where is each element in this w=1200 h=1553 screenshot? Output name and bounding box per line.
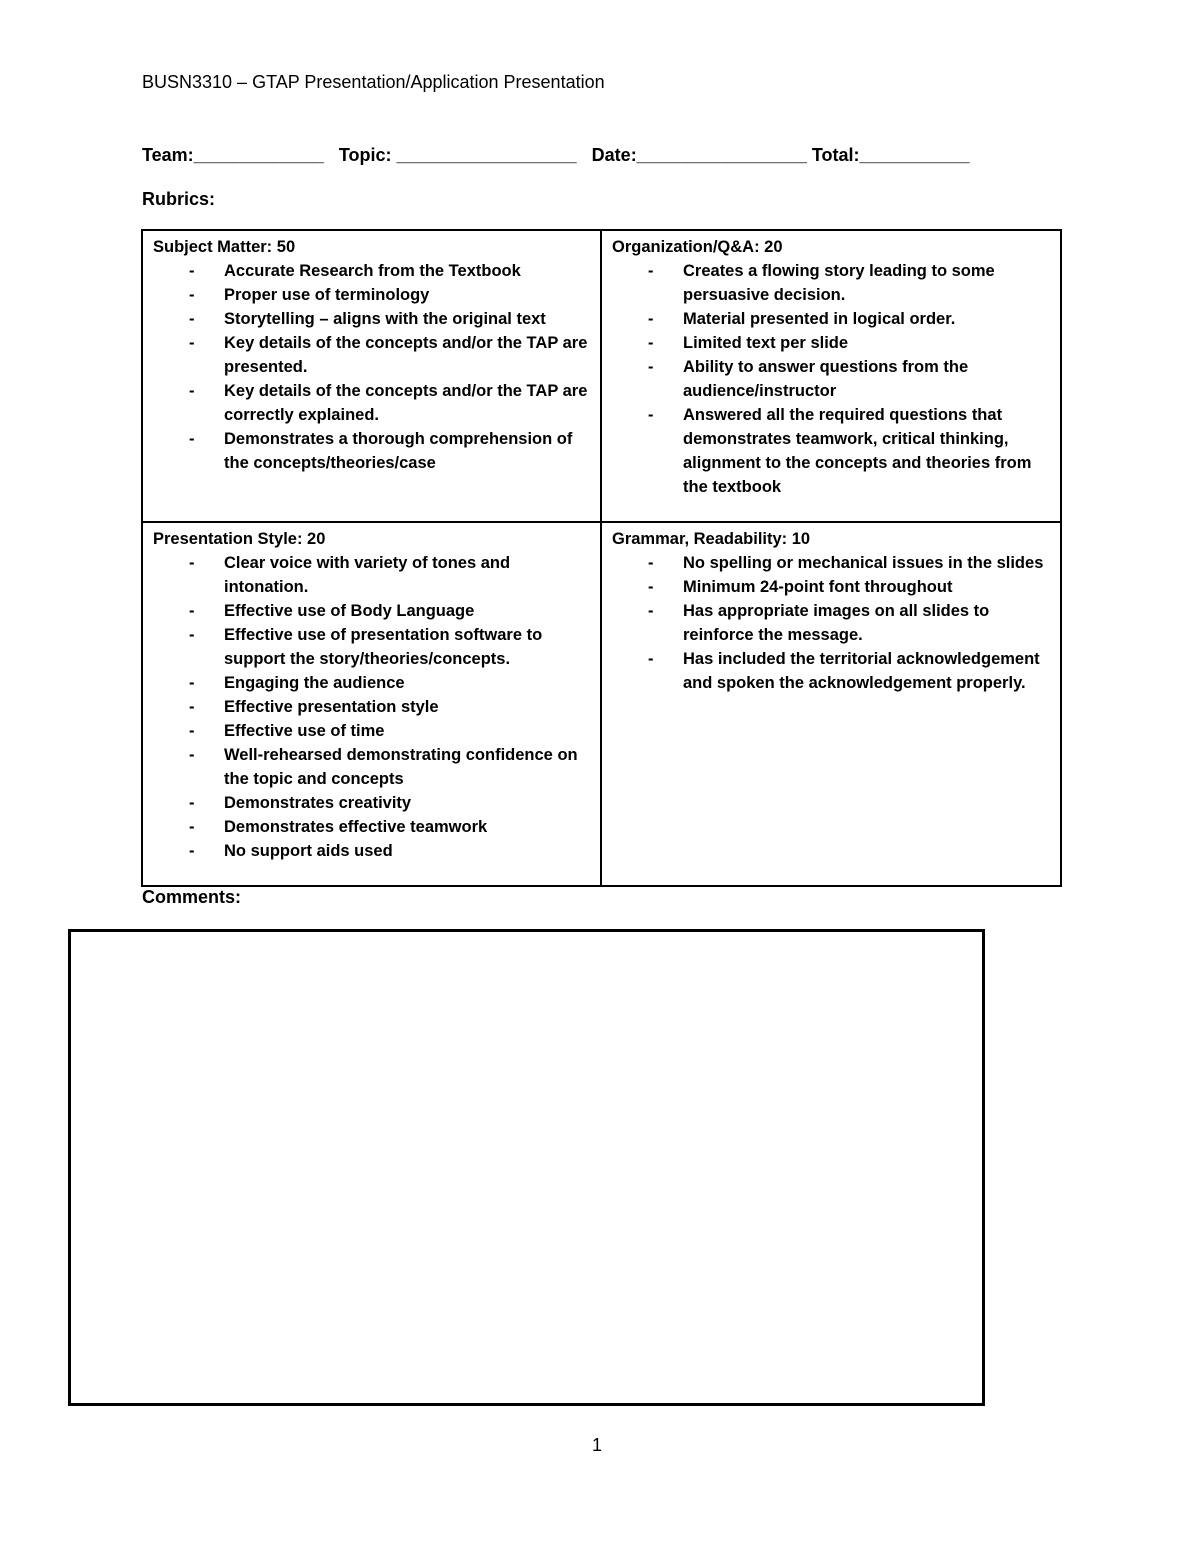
dash-bullet: - [648,334,654,352]
criteria-item [153,259,594,283]
criteria-item [153,719,594,743]
dash-bullet: - [189,262,195,280]
criteria-item [612,403,1054,499]
criteria-text: Accurate Research from the Textbook [224,262,521,280]
criteria-item [612,599,1054,647]
subject-matter-cell [142,230,601,522]
criteria-text: Effective use of time [224,722,385,740]
criteria-item [612,355,1054,403]
rubrics-label: Rubrics: [142,189,216,209]
document-title: BUSN3310 – GTAP Presentation/Application Presentation [142,72,605,92]
dash-bullet: - [648,602,654,620]
criteria-item [153,427,594,475]
criteria-text: Well-rehearsed demonstrating confidence on the topic and concepts [224,746,578,788]
dash-bullet: - [189,722,195,740]
criteria-item [153,815,594,839]
dash-bullet: - [648,554,654,572]
criteria-text: Clear voice with variety of tones and intonation. [224,554,511,596]
presentation-style-cell [142,522,601,886]
rubric-row [142,522,1061,886]
criteria-text: Engaging the audience [224,674,405,692]
criteria-text: Effective presentation style [224,698,439,716]
presentation-style-heading: Presentation Style: 20 [153,530,326,548]
organization-criteria [612,259,1054,499]
dash-bullet: - [189,746,195,764]
criteria-item [612,647,1054,695]
dash-bullet: - [189,626,195,644]
criteria-text: Has appropriate images on all slides to reinforce the message. [683,602,990,644]
dash-bullet: - [189,334,195,352]
criteria-text: Creates a flowing story leading to some persuasive decision. [683,262,995,304]
criteria-item [612,331,1054,355]
criteria-text: Has included the territorial acknowledgement and spoken the acknowledgement properly. [683,650,1040,692]
dash-bullet: - [648,406,654,424]
dash-bullet: - [189,554,195,572]
dash-bullet: - [189,674,195,692]
page-number: 1 [592,1435,603,1455]
criteria-text: Demonstrates a thorough comprehension of the concepts/theories/case [224,430,573,472]
dash-bullet: - [189,698,195,716]
criteria-item [612,307,1054,331]
comments-label: Comments: [142,887,242,907]
presentation-style-criteria [153,551,594,863]
dash-bullet: - [648,262,654,280]
criteria-item [612,551,1054,575]
subject-matter-criteria [153,259,594,475]
dash-bullet: - [189,794,195,812]
rubric-table [141,229,1062,887]
criteria-item [153,623,594,671]
criteria-item [153,551,594,599]
criteria-text: Limited text per slide [683,334,849,352]
criteria-text: Effective use of presentation software to support the story/theories/concepts. [224,626,543,668]
comments-box[interactable] [68,929,985,1406]
rubric-row [142,230,1061,522]
grammar-cell [601,522,1061,886]
grammar-heading: Grammar, Readability: 10 [612,530,811,548]
criteria-item [612,259,1054,307]
organization-heading: Organization/Q&A: 20 [612,238,783,256]
criteria-text: Key details of the concepts and/or the TAP are correctly explained. [224,382,588,424]
criteria-item [153,671,594,695]
dash-bullet: - [648,310,654,328]
criteria-text: No spelling or mechanical issues in the slides [683,554,1044,572]
criteria-text: Answered all the required questions that demonstrates teamwork, critical thinking, alignment to the concepts and theories from the textbook [683,406,1032,496]
criteria-text: Storytelling – aligns with the original text [224,310,546,328]
dash-bullet: - [648,578,654,596]
dash-bullet: - [189,382,195,400]
criteria-item [153,331,594,379]
dash-bullet: - [189,286,195,304]
criteria-text: Ability to answer questions from the audience/instructor [683,358,969,400]
grammar-criteria [612,551,1054,695]
criteria-text: Minimum 24-point font throughout [683,578,953,596]
criteria-item [153,695,594,719]
criteria-text: Proper use of terminology [224,286,430,304]
team-topic-date-total-fields: Team:_____________ Topic: __________________ Date:_________________ Total:___________ [142,145,970,165]
dash-bullet: - [189,602,195,620]
criteria-item [153,743,594,791]
criteria-text: Key details of the concepts and/or the TAP are presented. [224,334,588,376]
dash-bullet: - [189,310,195,328]
dash-bullet: - [189,842,195,860]
criteria-item [153,599,594,623]
criteria-text: Material presented in logical order. [683,310,956,328]
criteria-item [153,283,594,307]
dash-bullet: - [189,430,195,448]
criteria-text: Demonstrates creativity [224,794,412,812]
criteria-text: No support aids used [224,842,393,860]
dash-bullet: - [648,358,654,376]
criteria-item [153,307,594,331]
dash-bullet: - [189,818,195,836]
subject-matter-heading: Subject Matter: 50 [153,238,296,256]
criteria-item [153,791,594,815]
criteria-text: Effective use of Body Language [224,602,475,620]
criteria-item [612,575,1054,599]
organization-cell [601,230,1061,522]
dash-bullet: - [648,650,654,668]
criteria-item [153,379,594,427]
criteria-item [153,839,594,863]
criteria-text: Demonstrates effective teamwork [224,818,488,836]
